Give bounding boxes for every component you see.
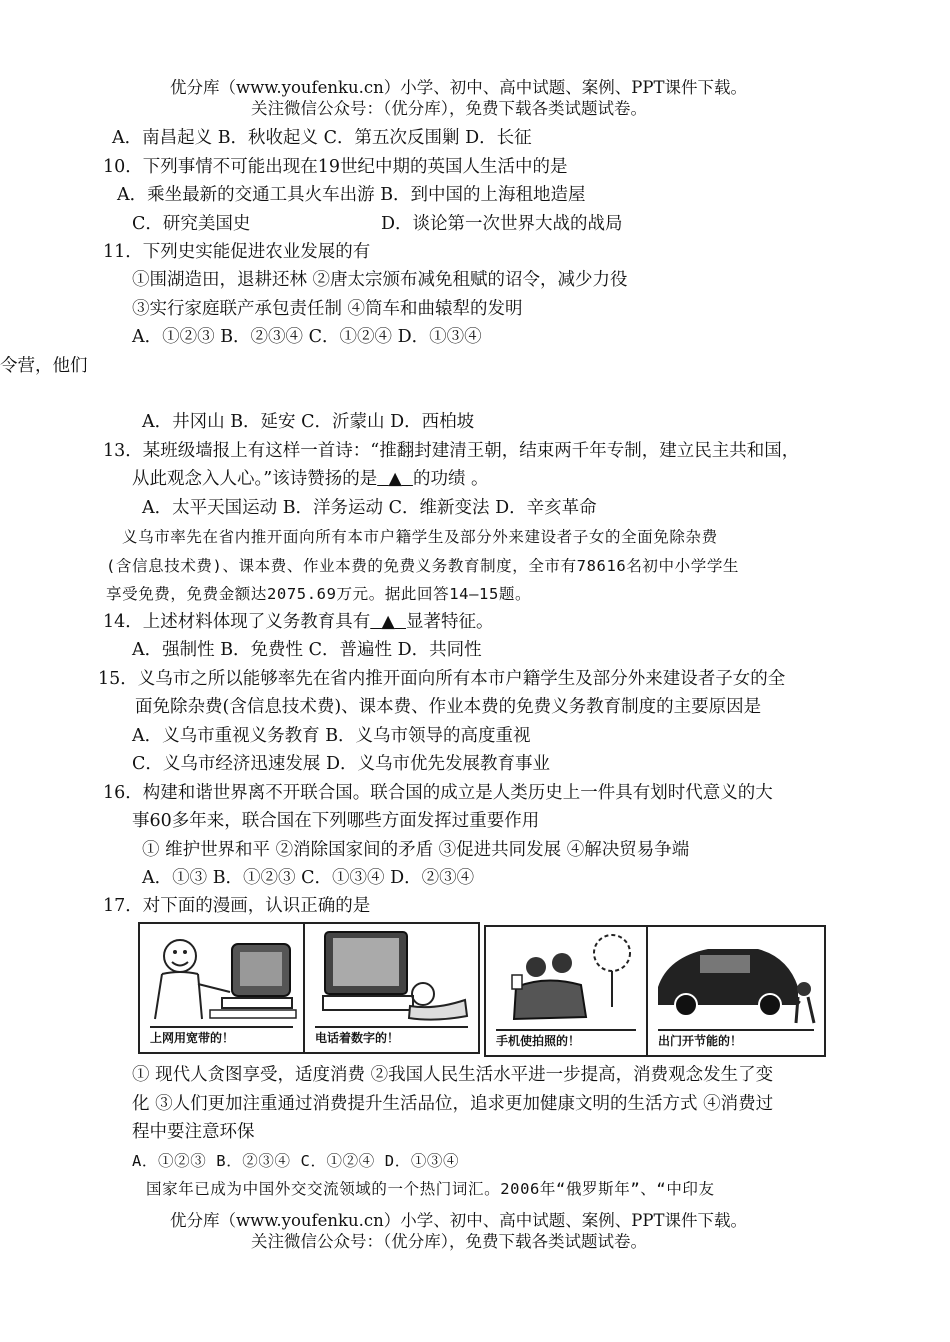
cartoon-panel-energy-car <box>648 927 824 1055</box>
q15-options-cd: C．义乌市经济迅速发展 D．义乌市优先发展教育事业 <box>132 754 550 774</box>
material-line-1: 义乌市率先在省内推开面向所有本市户籍学生及部分外来建设者子女的全面免除杂费 <box>122 528 718 546</box>
q15-stem: 15．义乌市之所以能够率先在省内推开面向所有本市户籍学生及部分外来建设者子女的全 <box>98 669 786 689</box>
q13-text-b: 的功绩 。 <box>412 469 489 489</box>
q16-statements: ① 维护世界和平 ②消除国家间的矛盾 ③促进共同发展 ④解决贸易争端 <box>142 840 690 860</box>
q14-text-b: 显著特征。 <box>406 612 494 632</box>
q13-options: A．太平天国运动 B．洋务运动 C．维新变法 D．辛亥革命 <box>142 498 597 518</box>
q16-stem: 16．构建和谐世界离不开联合国。联合国的成立是人类历史上一件具有划时代意义的大 <box>103 783 773 803</box>
q10-option-c: C．研究美国史 <box>132 214 251 234</box>
cartoon-left-pair <box>138 922 480 1054</box>
computer-user-illustration <box>140 924 303 1024</box>
q17-options: A．①②③ B．②③④ C．①②④ D．①③④ <box>132 1152 460 1170</box>
q17-statements-3: 程中要注意环保 <box>132 1122 255 1142</box>
caption-broadband: 上网用宽带的！ <box>150 1026 293 1050</box>
q12-options: A．井冈山 B．延安 C．沂蒙山 D．西柏坡 <box>142 412 475 432</box>
material-line-3: 享受免费，免费金额达2075.69万元。据此回答14—15题。 <box>106 585 532 603</box>
tail-paragraph: 国家年已成为中国外交交流领域的一个热门词汇。2006年“俄罗斯年”、“中印友 <box>146 1180 715 1198</box>
q14-blank: ▲ <box>381 612 395 632</box>
q12-fragment: 令营，他们 <box>0 356 88 376</box>
q13-stem: 13．某班级墙报上有这样一首诗：“推翻封建清王朝，结束两千年专制，建立民主共和国， <box>103 441 800 461</box>
footer-line-1: 优分库（www.youfenku.cn）小学、初中、高中试题、案例、PPT课件下载。 <box>170 1211 747 1230</box>
q14-text-a: 14．上述材料体现了义务教育具有 <box>103 612 371 632</box>
family-photo-illustration <box>486 927 646 1027</box>
footer-line-2: 关注微信公众号：（优分库），免费下载各类试题试卷。 <box>251 1232 647 1251</box>
q14-options: A．强制性 B．免费性 C．普遍性 D．共同性 <box>132 640 482 660</box>
header-line-2: 关注微信公众号：（优分库），免费下载各类试题试卷。 <box>251 99 647 118</box>
q10-option-d: D．谈论第一次世界大战的战局 <box>381 214 623 234</box>
cartoon-panel-camera-phone <box>486 927 648 1055</box>
caption-energy-car: 出门开节能的！ <box>658 1029 814 1053</box>
caption-digital-tv: 电话着数字的！ <box>315 1026 468 1050</box>
q11-stem: 11．下列史实能促进农业发展的有 <box>103 242 371 262</box>
q16-options: A．①③ B．①②③ C．①③④ D．②③④ <box>142 868 475 888</box>
q11-options: A．①②③ B．②③④ C．①②④ D．①③④ <box>132 327 482 347</box>
q15-options-ab: A．义乌市重视义务教育 B．义乌市领导的高度重视 <box>132 726 531 746</box>
q10-options-ab: A．乘坐最新的交通工具火车出游 B．到中国的上海租地造屋 <box>117 185 586 205</box>
q10-stem: 10．下列事情不可能出现在19世纪中期的英国人生活中的是 <box>103 157 568 177</box>
car-owner-illustration <box>648 927 824 1027</box>
q13-blank: ▲ <box>388 469 402 489</box>
header-line-1: 优分库（www.youfenku.cn）小学、初中、高中试题、案例、PPT课件下载。 <box>170 78 747 97</box>
q11-statements-1: ①围湖造田，退耕还林 ②唐太宗颁布减免租赋的诏令，减少力役 <box>132 270 628 290</box>
cartoon-panel-digital-tv <box>305 924 478 1052</box>
q13-text-a: 从此观念入人心。”该诗赞扬的是 <box>132 469 378 489</box>
caption-camera-phone: 手机使拍照的！ <box>496 1029 636 1053</box>
q15-stem-line-2: 面免除杂费(含信息技术费)、课本费、作业本费的免费义务教育制度的主要原因是 <box>135 697 762 717</box>
q11-statements-2: ③实行家庭联产承包责任制 ④筒车和曲辕犁的发明 <box>132 299 523 319</box>
q16-stem-line-2: 事60多年来，联合国在下列哪些方面发挥过重要作用 <box>132 811 540 831</box>
q17-statements-1: ① 现代人贪图享受，适度消费 ②我国人民生活水平进一步提高，消费观念发生了变 <box>132 1065 774 1085</box>
cartoon-right-pair <box>484 925 826 1057</box>
tv-watcher-illustration <box>305 924 478 1024</box>
cartoon-panel-broadband <box>140 924 305 1052</box>
q17-stem: 17．对下面的漫画，认识正确的是 <box>103 896 371 916</box>
q13-stem-line-2 <box>132 468 489 490</box>
q17-statements-2: 化 ③人们更加注重通过消费提升生活品位，追求更加健康文明的生活方式 ④消费过 <box>132 1094 774 1114</box>
q9-options: A．南昌起义 B．秋收起义 C．第五次反围剿 D．长征 <box>112 128 532 148</box>
q14-stem <box>103 611 494 633</box>
material-line-2: (含信息技术费)、课本费、作业本费的免费义务教育制度，全市有78616名初中小学学生 <box>106 557 740 575</box>
